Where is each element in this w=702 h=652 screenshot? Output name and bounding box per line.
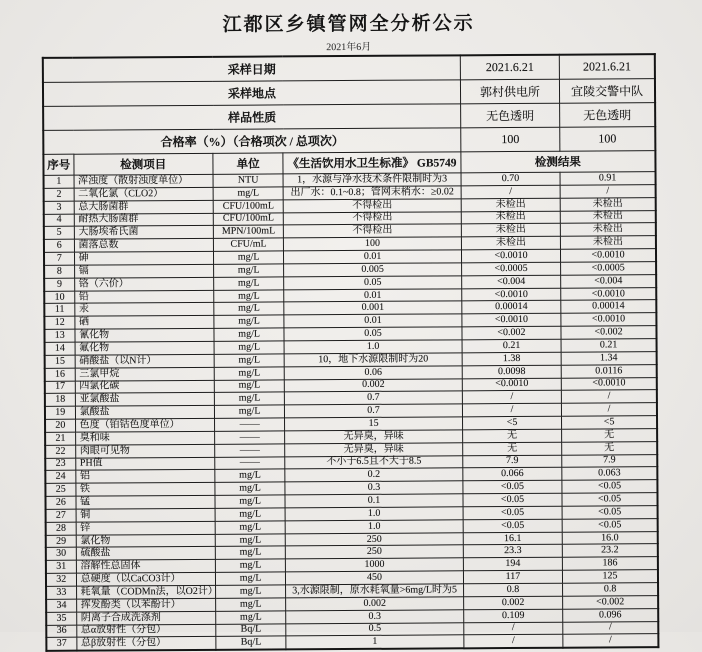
- row-number-cell: 26: [45, 496, 75, 509]
- row-number-cell: 15: [45, 355, 75, 368]
- unit-cell: ——: [215, 431, 285, 444]
- result-site2-cell: 1.34: [561, 351, 656, 364]
- unit-cell: mg/L: [214, 302, 284, 315]
- unit-cell: mg/L: [214, 251, 284, 264]
- result-site2-cell: /: [560, 184, 655, 197]
- standard-limit-cell: 不得检出: [283, 199, 461, 213]
- sampling-location-site1: 郭村供电所: [460, 79, 559, 104]
- result-site1-cell: 194: [463, 558, 562, 571]
- result-site2-cell: <0.002: [563, 595, 658, 608]
- standard-limit-cell: 1: [286, 635, 464, 649]
- result-site1-cell: <0.0010: [462, 288, 561, 301]
- result-site2-cell: 0.21: [561, 339, 656, 352]
- result-site2-cell: 未检出: [560, 223, 655, 236]
- row-number-cell: 12: [44, 316, 74, 329]
- test-item-cell: 肉眼可见物: [75, 444, 215, 458]
- result-site1-cell: 0.002: [463, 596, 562, 609]
- standard-limit-cell: 0.005: [284, 263, 462, 277]
- result-site1-cell: 0.066: [463, 468, 562, 481]
- standard-limit-cell: 无异臭，异味: [285, 430, 463, 444]
- unit-cell: mg/L: [216, 585, 286, 598]
- row-number-cell: 25: [45, 483, 75, 496]
- result-site1-cell: 无: [462, 442, 561, 455]
- row-number-cell: 14: [45, 342, 75, 355]
- result-site1-cell: <0.05: [463, 519, 562, 532]
- row-number-cell: 29: [46, 535, 76, 548]
- standard-limit-cell: 0.3: [285, 481, 463, 495]
- result-site2-cell: <0.0010: [561, 287, 656, 300]
- test-item-cell: 硒: [74, 316, 214, 330]
- column-header-item: 检测项目: [73, 153, 213, 175]
- row-number-cell: 37: [46, 638, 76, 652]
- analysis-table: [42, 53, 660, 652]
- test-item-cell: 铬（六价）: [74, 277, 214, 291]
- row-number-cell: 2: [44, 188, 74, 201]
- result-site2-cell: 未检出: [561, 236, 656, 249]
- standard-limit-cell: 0.7: [285, 391, 463, 405]
- unit-cell: NTU: [213, 174, 283, 187]
- unit-cell: mg/L: [215, 495, 285, 508]
- unit-cell: mg/L: [216, 598, 286, 611]
- result-site1-cell: 1.38: [462, 352, 561, 365]
- standard-limit-cell: 0.06: [284, 365, 462, 379]
- standard-limit-cell: 0.001: [284, 301, 462, 315]
- unit-cell: ——: [215, 444, 285, 457]
- standard-limit-cell: 无异臭，异味: [285, 443, 463, 457]
- test-item-cell: 浑浊度（散射浊度单位）: [74, 174, 214, 188]
- sampling-date-site2: 2021.6.21: [559, 54, 655, 79]
- unit-cell: mg/L: [215, 534, 285, 547]
- result-site1-cell: 23.3: [463, 545, 562, 558]
- standard-limit-cell: 450: [286, 571, 464, 585]
- row-number-cell: 22: [45, 445, 75, 458]
- unit-cell: ——: [215, 418, 285, 431]
- result-site1-cell: 0.70: [461, 172, 560, 185]
- test-item-cell: 锰: [76, 495, 216, 509]
- test-item-cell: 砷: [74, 251, 214, 265]
- result-site2-cell: 125: [563, 570, 658, 583]
- test-item-cell: 硫酸盐: [76, 547, 216, 561]
- result-site1-cell: <0.0005: [461, 262, 560, 275]
- result-site1-cell: /: [462, 391, 561, 404]
- result-site1-cell: /: [464, 622, 563, 635]
- row-number-cell: 17: [45, 381, 75, 394]
- standard-limit-cell: 100: [284, 237, 462, 251]
- test-item-cell: 氯酸盐: [75, 406, 215, 420]
- unit-cell: CFU/100mL: [213, 212, 283, 225]
- test-item-cell: 氟化物: [75, 341, 215, 355]
- test-item-cell: PH值: [75, 457, 215, 471]
- analysis-table-body: [43, 54, 659, 651]
- result-site2-cell: 16.0: [562, 531, 657, 544]
- sample-nature-site2: 无色透明: [560, 103, 656, 128]
- row-number-cell: 7: [44, 252, 74, 265]
- standard-limit-cell: 不得检出: [284, 224, 462, 238]
- row-number-cell: 27: [46, 509, 76, 522]
- standard-limit-cell: 0.3: [286, 610, 464, 624]
- row-number-cell: 13: [44, 329, 74, 342]
- test-item-cell: 铁: [75, 483, 215, 497]
- result-site2-cell: 0.063: [562, 467, 657, 480]
- column-header-unit: 单位: [213, 153, 283, 174]
- row-number-cell: 24: [45, 471, 75, 484]
- info-row-sampling-date: [43, 54, 655, 82]
- test-item-cell: 汞: [74, 303, 214, 317]
- result-site1-cell: 0.8: [463, 583, 562, 596]
- result-site2-cell: 186: [563, 557, 658, 570]
- unit-cell: mg/L: [214, 354, 284, 367]
- result-site2-cell: /: [563, 634, 658, 648]
- sampling-date-label: 采样日期: [43, 55, 460, 82]
- test-item-cell: 镉: [74, 264, 214, 278]
- test-item-cell: 亚氯酸盐: [75, 393, 215, 407]
- unit-cell: mg/L: [214, 379, 284, 392]
- row-number-cell: 3: [44, 201, 74, 214]
- unit-cell: ——: [215, 456, 285, 469]
- result-site1-cell: <5: [462, 416, 561, 429]
- test-item-cell: 挥发酚类（以苯酚计）: [76, 598, 216, 612]
- row-number-cell: 6: [44, 239, 74, 252]
- unit-cell: mg/L: [215, 572, 285, 585]
- unit-cell: mg/L: [214, 315, 284, 328]
- standard-limit-cell: 不得检出: [284, 211, 462, 225]
- sampling-location-label: 采样地点: [43, 80, 460, 107]
- standard-limit-cell: 1.0: [285, 507, 463, 521]
- result-site1-cell: <0.05: [463, 493, 562, 506]
- unit-cell: mg/L: [214, 264, 284, 277]
- standard-limit-cell: 0.01: [284, 314, 462, 328]
- standard-limit-cell: 1.0: [284, 340, 462, 354]
- test-item-cell: 三氯甲烷: [75, 367, 215, 381]
- standard-limit-cell: 15: [285, 417, 463, 431]
- unit-cell: mg/L: [214, 405, 284, 418]
- row-number-cell: 28: [46, 522, 76, 535]
- column-header-no: 序号: [43, 154, 73, 175]
- test-item-cell: 色度（铂钴色度单位）: [75, 418, 215, 432]
- result-site1-cell: <0.05: [463, 506, 562, 519]
- unit-cell: mg/L: [215, 546, 285, 559]
- result-site2-cell: 0.096: [563, 608, 658, 621]
- standard-limit-cell: 0.5: [286, 622, 464, 636]
- unit-cell: mg/L: [214, 289, 284, 302]
- result-site2-cell: 无: [562, 429, 657, 442]
- standard-limit-cell: 250: [285, 532, 463, 546]
- result-site2-cell: <0.004: [561, 274, 656, 287]
- result-site2-cell: 未检出: [560, 210, 655, 223]
- page-title: 江都区乡镇管网全分析公示: [222, 13, 475, 36]
- pass-rate-site2: 100: [560, 127, 656, 152]
- result-site1-cell: 117: [463, 570, 562, 583]
- unit-cell: mg/L: [216, 611, 286, 624]
- standard-limit-cell: 0.01: [284, 288, 462, 302]
- test-item-cell: 四氯化碳: [75, 380, 215, 394]
- row-number-cell: 19: [45, 406, 75, 419]
- sample-nature-label: 样品性质: [43, 104, 460, 131]
- sampling-date-site1: 2021.6.21: [460, 55, 559, 80]
- row-number-cell: 8: [44, 265, 74, 278]
- row-number-cell: 9: [44, 278, 74, 291]
- unit-cell: mg/L: [215, 508, 285, 521]
- result-site2-cell: /: [561, 390, 656, 403]
- result-site1-cell: <0.002: [462, 326, 561, 339]
- pass-rate-site1: 100: [461, 127, 560, 152]
- result-site1-cell: 7.9: [463, 455, 562, 468]
- result-site2-cell: <0.05: [562, 518, 657, 531]
- result-site2-cell: <0.05: [562, 493, 657, 506]
- standard-limit-cell: 0.05: [284, 276, 462, 290]
- standard-limit-cell: 0.05: [284, 327, 462, 341]
- result-site1-cell: 无: [462, 429, 561, 442]
- test-item-cell: 溶解性总固体: [76, 560, 216, 574]
- test-item-cell: 铅: [74, 290, 214, 304]
- result-site2-cell: 0.0116: [561, 364, 656, 377]
- row-number-cell: 23: [45, 458, 75, 471]
- standard-limit-cell: 0.01: [284, 250, 462, 264]
- column-header-result: 检测结果: [461, 151, 656, 173]
- unit-cell: mg/L: [214, 277, 284, 290]
- result-site1-cell: 16.1: [463, 532, 562, 545]
- unit-cell: MPN/100mL: [213, 225, 283, 238]
- row-number-cell: 32: [46, 573, 76, 586]
- test-item-cell: 铝: [75, 470, 215, 484]
- test-item-cell: 总β放射性（分包）: [76, 637, 216, 651]
- test-item-cell: 总大肠菌群: [74, 200, 214, 214]
- result-site2-cell: <0.0010: [561, 377, 656, 390]
- result-site2-cell: 未检出: [560, 197, 655, 210]
- unit-cell: mg/L: [215, 521, 285, 534]
- result-site1-cell: /: [461, 185, 560, 198]
- standard-limit-cell: 0.7: [285, 404, 463, 418]
- standard-limit-cell: 3,水源限制，原水耗氧量>6mg/L时为5: [286, 584, 464, 598]
- unit-cell: mg/L: [213, 187, 283, 200]
- row-number-cell: 5: [44, 227, 74, 240]
- result-site1-cell: 0.109: [464, 609, 563, 622]
- test-item-cell: 铜: [76, 508, 216, 522]
- unit-cell: CFU/mL: [213, 238, 283, 251]
- row-number-cell: 36: [46, 625, 76, 638]
- row-number-cell: 4: [44, 214, 74, 227]
- standard-limit-cell: 10，地下水源限制时为20: [284, 353, 462, 367]
- test-item-cell: 锌: [76, 521, 216, 535]
- result-site1-cell: 0.21: [462, 339, 561, 352]
- result-site2-cell: <0.05: [562, 480, 657, 493]
- result-site2-cell: <0.0005: [561, 262, 656, 275]
- result-site1-cell: 未检出: [461, 224, 560, 237]
- standard-limit-cell: 出厂水：0.1~0.8；管网末梢水：≥0.02: [283, 186, 461, 200]
- row-number-cell: 1: [44, 175, 74, 188]
- standard-limit-cell: 0.1: [285, 494, 463, 508]
- result-site2-cell: <5: [562, 416, 657, 429]
- test-item-cell: 氯化物: [76, 534, 216, 548]
- standard-limit-cell: 1，水源与净水技术条件限制时为3: [283, 173, 461, 187]
- result-site1-cell: <0.05: [463, 480, 562, 493]
- unit-cell: mg/L: [214, 392, 284, 405]
- test-item-cell: 总α放射性（分包）: [76, 624, 216, 638]
- standard-limit-cell: 1.0: [285, 520, 463, 534]
- test-item-cell: 氰化物: [75, 328, 215, 342]
- sampling-location-site2: 宜陵交警中队: [560, 79, 656, 104]
- standard-limit-cell: 不小于6.5且不大于8.5: [285, 455, 463, 469]
- result-site2-cell: <0.05: [562, 506, 657, 519]
- result-site2-cell: <0.002: [561, 326, 656, 339]
- standard-limit-cell: 0.002: [286, 597, 464, 611]
- result-site1-cell: 未检出: [461, 198, 560, 211]
- result-site2-cell: 无: [562, 441, 657, 454]
- unit-cell: CFU/100mL: [213, 200, 283, 213]
- row-number-cell: 20: [45, 419, 75, 432]
- row-number-cell: 34: [46, 599, 76, 612]
- test-item-cell: 总硬度（以CaCO3计）: [76, 572, 216, 586]
- row-number-cell: 33: [46, 586, 76, 599]
- result-site1-cell: /: [462, 403, 561, 416]
- result-site2-cell: <0.0010: [561, 313, 656, 326]
- result-site1-cell: <0.0010: [461, 249, 560, 262]
- row-number-cell: 11: [44, 304, 74, 317]
- standard-limit-cell: 0.2: [285, 468, 463, 482]
- row-number-cell: 35: [46, 612, 76, 625]
- row-number-cell: 18: [45, 394, 75, 407]
- unit-cell: mg/L: [214, 367, 284, 380]
- sample-nature-site1: 无色透明: [460, 103, 559, 128]
- test-item-cell: 臭和味: [75, 431, 215, 445]
- result-site2-cell: 7.9: [562, 454, 657, 467]
- unit-cell: mg/L: [215, 559, 285, 572]
- test-item-cell: 二氧化氯（CLO2）: [74, 187, 214, 201]
- unit-cell: mg/L: [214, 328, 284, 341]
- row-number-cell: 16: [45, 368, 75, 381]
- result-site1-cell: 0.0098: [462, 365, 561, 378]
- standard-limit-cell: 250: [286, 545, 464, 559]
- result-site2-cell: 0.91: [560, 172, 655, 185]
- result-site1-cell: <0.004: [461, 275, 560, 288]
- result-site1-cell: 未检出: [461, 236, 560, 249]
- page-subtitle: 2021年6月: [326, 41, 372, 54]
- result-site2-cell: /: [563, 621, 658, 634]
- table-row: [46, 634, 658, 651]
- test-item-cell: 菌落总数: [74, 239, 214, 253]
- pass-rate-label: 合格率（%）（合格项次 / 总项次）: [43, 128, 460, 155]
- unit-cell: mg/L: [215, 469, 285, 482]
- row-number-cell: 31: [46, 560, 76, 573]
- result-site1-cell: 未检出: [461, 211, 560, 224]
- row-number-cell: 21: [45, 432, 75, 445]
- row-number-cell: 10: [44, 291, 74, 304]
- row-number-cell: 30: [46, 548, 76, 561]
- result-site2-cell: 0.8: [563, 583, 658, 596]
- result-site2-cell: /: [562, 403, 657, 416]
- unit-cell: Bq/L: [216, 636, 286, 650]
- unit-cell: mg/L: [215, 482, 285, 495]
- result-site1-cell: <0.0010: [462, 378, 561, 391]
- result-site1-cell: <0.0010: [462, 313, 561, 326]
- unit-cell: Bq/L: [216, 623, 286, 636]
- test-item-cell: 大肠埃希氏菌: [74, 226, 214, 240]
- test-item-cell: 阴离子合成洗涤剂: [76, 611, 216, 625]
- result-site2-cell: <0.0010: [561, 249, 656, 262]
- test-item-cell: 耐热大肠菌群: [74, 213, 214, 227]
- result-site1-cell: /: [464, 635, 563, 649]
- result-site2-cell: 0.00014: [561, 300, 656, 313]
- result-site2-cell: 23.2: [562, 544, 657, 557]
- test-item-cell: 耗氧量（CODMn法，以O2计）: [76, 585, 216, 599]
- result-site1-cell: 0.00014: [462, 301, 561, 314]
- unit-cell: mg/L: [214, 341, 284, 354]
- standard-limit-cell: 0.002: [285, 378, 463, 392]
- standard-limit-cell: 1000: [286, 558, 464, 572]
- test-item-cell: 硝酸盐（以N计）: [75, 354, 215, 368]
- column-header-standard: 《生活饮用水卫生标准》 GB5749: [283, 152, 461, 174]
